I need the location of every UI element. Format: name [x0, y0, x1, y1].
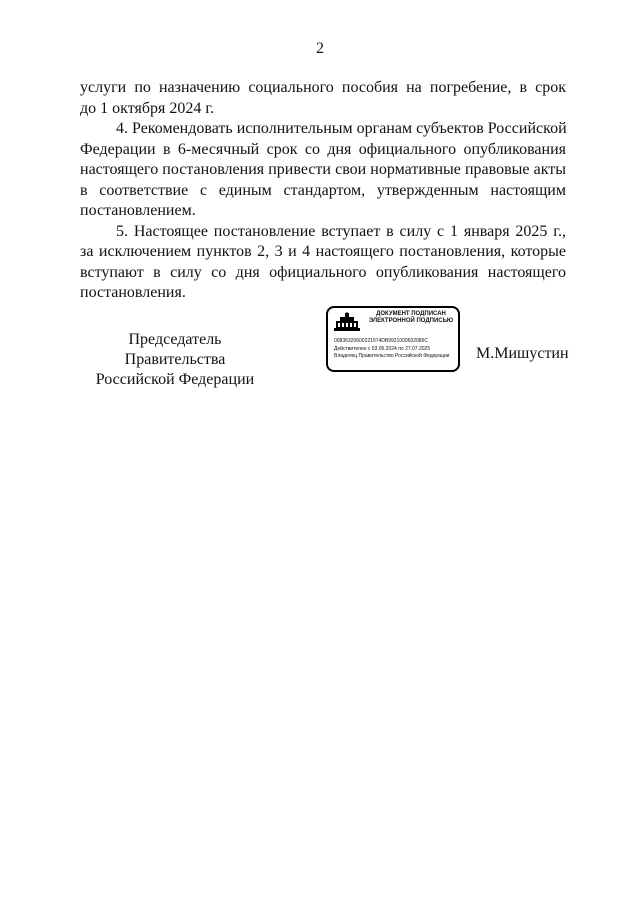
paragraph-line: Федерации в 6-месячный срок со дня официального опубликования [80, 140, 566, 158]
signatory-title-line1: Председатель Правительства [124, 331, 226, 368]
electronic-signature-stamp [326, 306, 460, 372]
document-body [80, 78, 566, 304]
paragraph-line: услуги по назначению социального пособия на погребение, в срок [80, 79, 566, 96]
paragraph-line: в соответствие с единым стандартом, утвержденным настоящим [80, 181, 566, 199]
paragraph-line: до 1 октября 2024 г. [80, 99, 215, 117]
paragraph-line: постановления. [80, 284, 186, 301]
signer-name: М.Мишустин [476, 345, 569, 362]
signatory-title [80, 330, 270, 390]
government-building-icon [334, 312, 360, 332]
paragraph [80, 222, 566, 304]
paragraph-line: настоящего постановления привести свои нормативные правовые акты [80, 161, 566, 178]
stamp-title-line2: ЭЛЕКТРОННОЙ ПОДПИСЬЮ [368, 318, 454, 324]
paragraph [80, 78, 566, 119]
page-number: 2 [316, 40, 324, 57]
paragraph-line: за исключением пунктов 2, 3 и 4 настоящего постановления, которые [80, 243, 566, 260]
paragraph [80, 119, 566, 222]
paragraph-line: постановлением. [80, 202, 196, 219]
paragraph-line: 4. Рекомендовать исполнительным органам субъектов Российской [116, 120, 567, 137]
signatory-title-line2: Российской Федерации [95, 371, 255, 388]
stamp-validity: Действителен с 03.05.2024 по 27.07.2025 [334, 346, 431, 352]
paragraph-line: вступают в силу со дня официального опубликования настоящего [80, 263, 566, 281]
stamp-certificate-number: 00836320600221974DB9921000602086C [334, 338, 428, 344]
stamp-owner: Владелец Правительство Российской Федерации [334, 353, 450, 359]
stamp-title-line1: ДОКУМЕНТ ПОДПИСАН [376, 311, 446, 317]
paragraph-line: 5. Настоящее постановление вступает в силу с 1 января 2025 г., [116, 222, 566, 240]
stamp-title [364, 311, 458, 325]
